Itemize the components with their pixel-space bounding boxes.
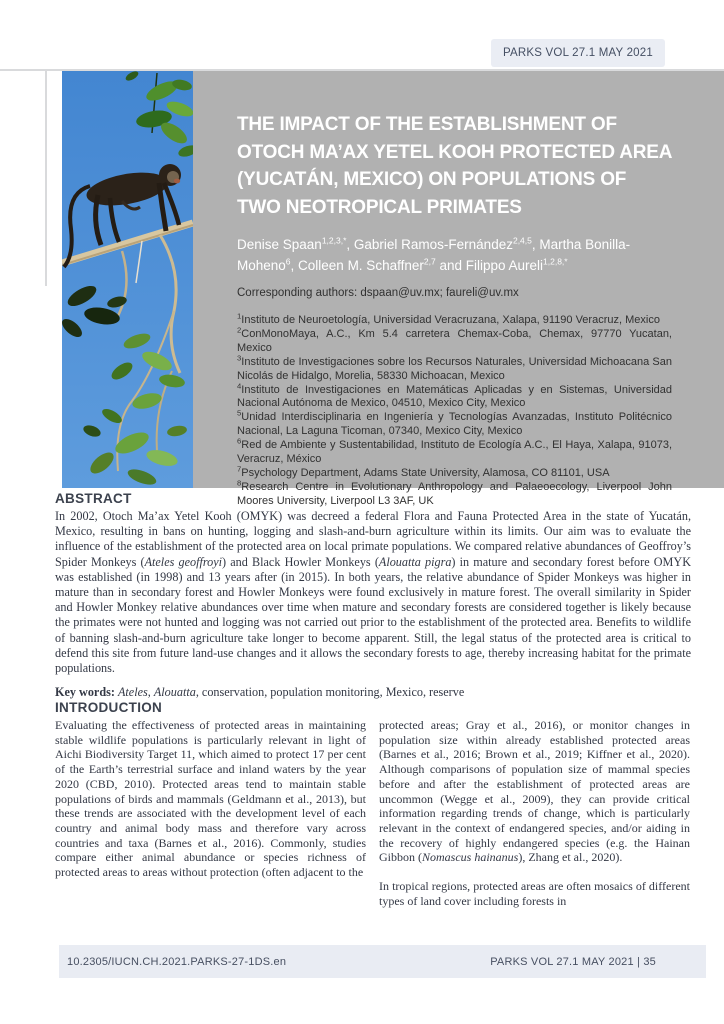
article-title: THE IMPACT OF THE ESTABLISHMENT OF OTOCH MA’AX YETEL KOOH PROTECTED AREA (YUCATÁN, MEXICO) ON POPULATIONS OF TWO NEOTROPICAL PRIMATES [237,114,672,218]
intro-column-left [55,718,366,908]
introduction-heading: INTRODUCTION [55,700,163,715]
affiliation-item: $^1$Instituto de Neuroetología, Universidad Veracruzana, Xalapa, 91190 Veracruz, Mexico [237,311,660,326]
intro-column-right [379,718,690,908]
spider-monkey-photo [62,71,193,488]
author-line: Denise Spaan$^{1,2,3,*}$, Gabriel Ramos-Fernández$^{2,4,5}$, Martha Bonilla-Moheno$^6$, Colleen M. Schaffner$^{2,7}$ and Filippo Aureli$^{1,2,8,*}$ [237,235,631,273]
intro-paragraph: protected areas; Gray et al., 2016), or monitor changes in population size within already established protected areas (Barnes et al., 2016; Brown et al., 2019; Kiffner et al., 2020). Although comparisons of population size of mammal species before and after the establishment of protected areas are uncommon (Wegge et al., 2009), they can provide critical information regarding trends of change, which is particularly relevant in the context of endangered species, and/or aiding in the recovery of highly endangered species (e.g. the Hainan Gibbon (Nomascus hainanus), Zhang et al., 2020). [379,718,690,865]
abstract-section [55,491,691,700]
keywords-line: Key words: Ateles, Alouatta, conservation, population monitoring, Mexico, reserve [55,685,465,700]
affiliation-item: $^6$Red de Ambiente y Sustentabilidad, Instituto de Ecología A.C., El Haya, Xalapa, 91073, Veracruz, México [237,436,672,466]
left-divider [45,69,47,286]
abstract-heading: ABSTRACT [55,491,132,506]
affiliation-item: $^7$Psychology Department, Adams State University, Alamosa, CO 81101, USA [237,464,610,479]
affiliation-item: $^3$Instituto de Investigaciones sobre los Recursos Naturales, Universidad Michoacana San Nicolás de Hidalgo, Morelia, 58330 Michoacan, Mexico [237,353,672,382]
corresponding-authors-line: Corresponding authors: dspaan@uv.mx; faureli@uv.mx [237,287,519,299]
intro-paragraph: Evaluating the effectiveness of protected areas in maintaining stable wildlife populations is particularly relevant in light of Aichi Biodiversity Target 11, which aimed to protect 17 per cent of the Earth’s terrestrial surface and inland waters by the year 2020 (CBD, 2010). Protected areas tend to maintain stable populations of birds and mammals (Geldmann et al., 2013), but these trends are associated with the development level of each country and animal body mass and therefore vary across countries and taxa (Barnes et al., 2016). Commonly, studies compare either animal abundance or species richness of protected areas to areas without protection (often adjacent to the [55,718,366,880]
affiliation-item: $^8$Research Centre in Evolutionary Anthropology and Palaeoecology, Liverpool John Moores University, Liverpool L3 3AF, UK [237,478,672,507]
affiliation-item: $^5$Unidad Interdisciplinaria en Ingeniería y Tecnologías Avanzadas, Instituto Politécnico Nacional, La Laguna Ticoman, 07340, Mexico City, Mexico [237,408,672,438]
affiliations-list [237,311,672,509]
two-column-text [55,718,691,908]
issue-banner: PARKS VOL 27.1 MAY 2021 [491,39,665,67]
abstract-text: In 2002, Otoch Ma’ax Yetel Kooh (OMYK) was decreed a federal Flora and Fauna Protected Area in the state of Yucatán, Mexico, resulting in bans on hunting, logging and slash-and-burn agriculture within its limits. Our aim was to evaluate the influence of the establishment of the protected area on local primate populations. We compared relative abundances of Geoffroy’s Spider Monkeys (Ateles geoffroyi) and Black Howler Monkeys (Alouatta pigra) in mature and secondary forest before OMYK was established (in 1998) and 13 years after (in 2015). In both years, the relative abundance of Spider Monkeys was higher in mature than in secondary forest and Howler Monkeys were found exclusively in mature forest. The overall similarity in Spider and Howler Monkey relative abundances over time when mature and secondary forests are considered together is likely because the primates were not hunted and logging was not carried out prior to the establishment of the protected area. Benefits to wildlife of banning slash-and-burn agriculture take longer to become apparent. Still, the legal status of the protected area is critical to defend this site from future land-use changes and it allows the secondary forests to age, thereby increasing habitat for the primate populations. [55,509,691,676]
affiliation-item: $^2$ConMonoMaya, A.C., Km 5.4 carretera Chemax-Coba, Chemax, 97770 Yucatan, Mexico [237,325,672,354]
introduction-section [55,700,691,942]
issue-page-number: PARKS VOL 27.1 MAY 2021 | 35 [490,955,656,968]
article-header [193,71,724,507]
doi-text: 10.2305/IUCN.CH.2021.PARKS-27-1DS.en [67,955,287,968]
intro-paragraph: In tropical regions, protected areas are often mosaics of different types of land cover including forests in [379,879,690,908]
affiliation-item: $^4$Instituto de Investigaciones en Matemáticas Aplicadas y en Sistemas, Universidad Nacional Autónoma de Mexico, 04510, Mexico City, Mexico [237,380,672,410]
page-footer [59,945,706,978]
